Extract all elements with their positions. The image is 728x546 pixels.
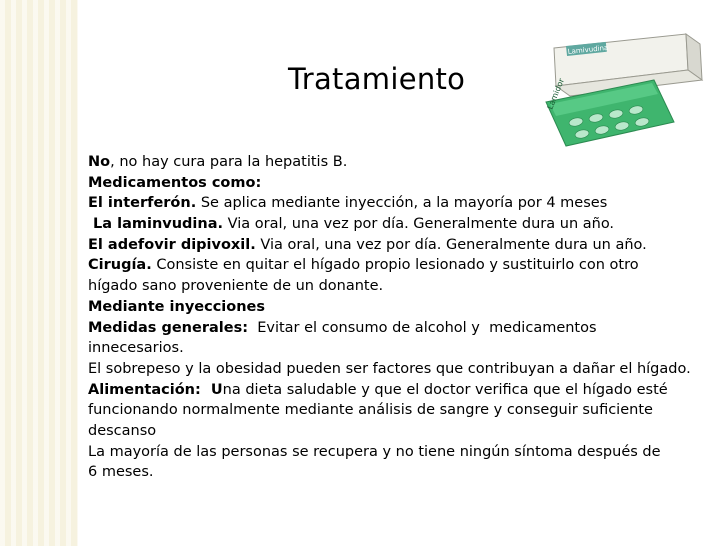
decorative-side-stripe (0, 0, 78, 546)
text-line: 6 meses. (88, 464, 154, 481)
text-line: Mediante inyecciones (88, 298, 266, 315)
text-line: innecesarios. (88, 340, 184, 357)
blister-brand-label: Lamidor (545, 77, 567, 111)
box-brand-label: Lamivudina (567, 43, 609, 56)
text-line: Alimentación: Una dieta saludable y que el doctor verifica que el hígado esté (88, 381, 668, 398)
text-line: El sobrepeso y la obesidad pueden ser factores que contribuyan a dañar el hígado. (88, 360, 691, 377)
text-line: descanso (88, 422, 157, 439)
text-line: funcionando normalmente mediante análisis de sangre y conseguir suficiente (88, 402, 653, 419)
slide-title: Tratamiento (288, 62, 466, 96)
text-line: Medicamentos como: (88, 174, 262, 191)
treatment-text (88, 152, 708, 483)
text-line: Medidas generales: Evitar el consumo de alcohol y medicamentos (88, 319, 597, 336)
text-line: Cirugía. Consiste en quitar el hígado propio lesionado y sustituirlo con otro (88, 257, 639, 274)
text-line: La mayoría de las personas se recupera y no tiene ningún síntoma después de (88, 443, 661, 460)
text-line: El adefovir dipivoxil. Via oral, una vez por día. Generalmente dura un año. (88, 236, 647, 253)
medication-image (536, 30, 716, 152)
text-line: hígado sano proveniente de un donante. (88, 278, 384, 295)
text-line: No, no hay cura para la hepatitis B. (88, 154, 348, 170)
text-line: La laminvudina. Via oral, una vez por día. Generalmente dura un año. (88, 216, 615, 233)
text-line: El interferón. Se aplica mediante inyección, a la mayoría por 4 meses (88, 195, 608, 212)
